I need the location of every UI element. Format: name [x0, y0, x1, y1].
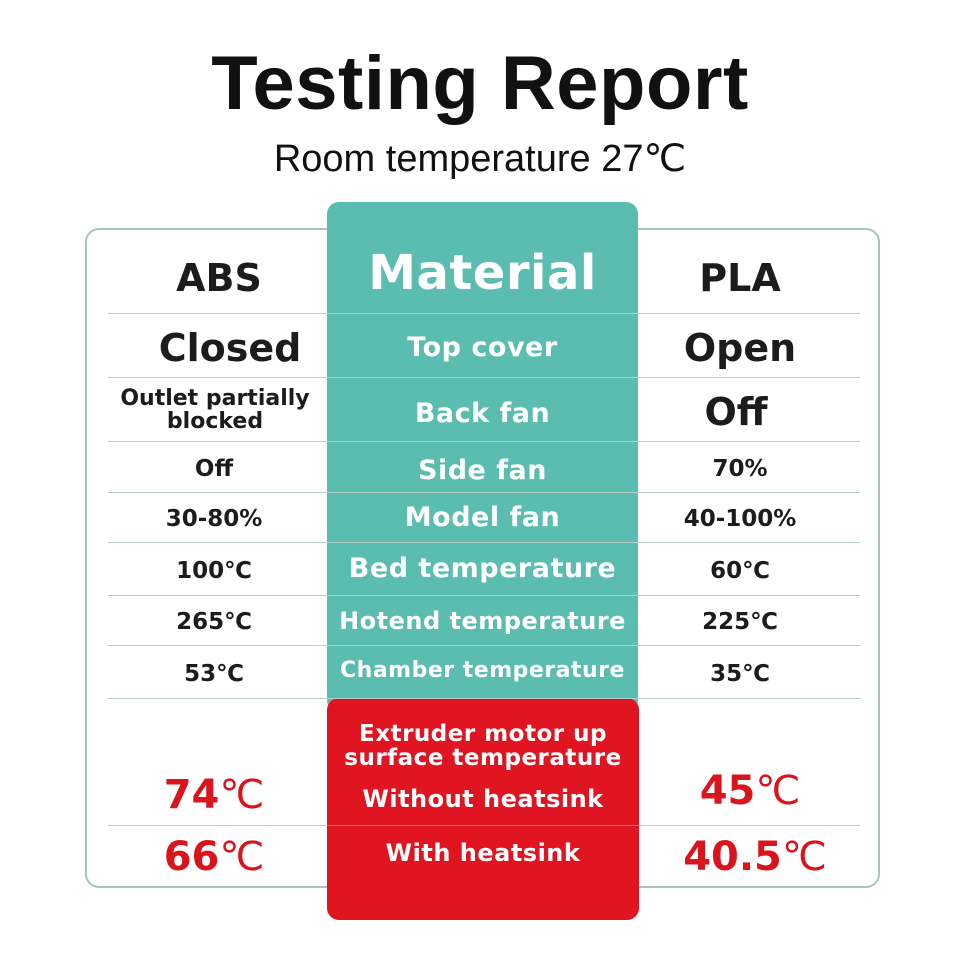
- abs-column-header: ABS: [176, 256, 262, 300]
- with-heatsink-label: With heatsink: [385, 839, 581, 867]
- row-divider: [108, 313, 860, 314]
- pla-with-heatsink-unit: ℃: [781, 834, 827, 880]
- abs-hotend-temperature-value: 265℃: [176, 609, 252, 635]
- extruder-surface-temperature-heading: [327, 718, 639, 774]
- back-fan-label: Back fan: [414, 397, 551, 429]
- abs-with-heatsink-value: [110, 830, 318, 884]
- pla-without-heatsink-unit: ℃: [755, 768, 801, 814]
- pla-hotend-temperature-value: 225℃: [702, 609, 778, 635]
- abs-chamber-temperature-value: 53℃: [184, 661, 244, 687]
- row-divider: [108, 825, 328, 826]
- extruder-heading-line1: Extruder motor up: [359, 720, 607, 747]
- top-cover-label: Top cover: [407, 331, 558, 363]
- pla-without-heatsink-number: 45: [699, 768, 756, 814]
- chamber-temperature-label: Chamber temperature: [340, 657, 625, 683]
- pla-side-fan-value: 70%: [712, 456, 768, 482]
- without-heatsink-label: Without heatsink: [362, 785, 604, 813]
- abs-model-fan-value: 30-80%: [165, 506, 263, 532]
- abs-back-fan-line1: Outlet partially: [120, 385, 310, 411]
- row-divider: [327, 825, 639, 826]
- abs-with-heatsink-unit: ℃: [219, 834, 265, 880]
- hotend-temperature-label: Hotend temperature: [339, 607, 626, 635]
- pla-back-fan-value: Off: [704, 390, 768, 434]
- pla-top-cover-value: Open: [683, 326, 797, 370]
- row-divider: [108, 698, 860, 699]
- abs-back-fan-line2: blocked: [166, 409, 264, 434]
- pla-column-header: PLA: [699, 256, 781, 300]
- row-divider: [108, 595, 860, 596]
- bed-temperature-label: Bed temperature: [348, 552, 617, 584]
- pla-with-heatsink-number: 40.5: [683, 834, 782, 880]
- pla-chamber-temperature-value: 35℃: [710, 661, 770, 687]
- side-fan-label: Side fan: [418, 454, 547, 486]
- pla-without-heatsink-value: [650, 764, 850, 818]
- row-divider: [108, 542, 860, 543]
- abs-bed-temperature-value: 100℃: [176, 558, 252, 584]
- abs-back-fan-value: [106, 381, 324, 439]
- abs-side-fan-value: Off: [194, 456, 234, 482]
- abs-without-heatsink-number: 74: [163, 772, 220, 818]
- pla-bed-temperature-value: 60℃: [710, 558, 770, 584]
- extruder-heading-line2: surface temperature: [344, 745, 622, 771]
- abs-without-heatsink-unit: ℃: [219, 772, 265, 818]
- pla-model-fan-value: 40-100%: [683, 506, 797, 532]
- material-column-header: Material: [368, 245, 597, 301]
- report-title: Testing Report: [211, 41, 749, 126]
- row-divider: [639, 825, 860, 826]
- abs-with-heatsink-number: 66: [163, 834, 220, 880]
- pla-with-heatsink-value: [650, 830, 860, 884]
- model-fan-label: Model fan: [404, 501, 561, 533]
- abs-without-heatsink-value: [110, 768, 318, 822]
- abs-top-cover-value: Closed: [158, 326, 302, 370]
- room-temperature-subtitle: Room temperature 27℃: [273, 138, 687, 180]
